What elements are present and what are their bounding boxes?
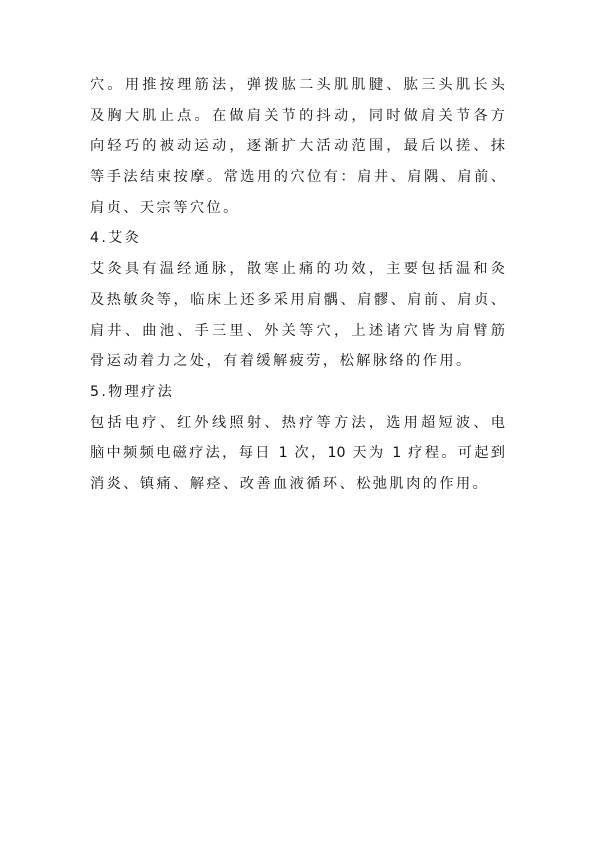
text-line: 艾灸具有温经通脉，散寒止痛的功效，主要包括温和灸 [90, 261, 505, 278]
text-line: 向轻巧的被动运动，逐渐扩大活动范围，最后以搓、抹 [90, 138, 505, 155]
section-heading-moxibustion: 4.艾灸 [90, 230, 142, 247]
paragraph-moxibustion [90, 254, 505, 377]
text-line: 肩贞、天宗等穴位。 [90, 199, 240, 216]
text-line: 肩井、曲池、手三里、外关等穴，上述诸穴皆为肩臂筋 [90, 322, 505, 339]
text-line: 消炎、镇痛、解痉、改善血液循环、松弛肌肉的作用。 [90, 475, 490, 492]
text-line: 等手法结束按摩。常选用的穴位有：肩井、肩隅、肩前、 [90, 169, 505, 186]
text-line: 及胸大肌止点。在做肩关节的抖动，同时做肩关节各方 [90, 107, 505, 124]
text-line: 包括电疗、红外线照射、热疗等方法，选用超短波、电 [90, 414, 505, 431]
text-line: 脑中频频电磁疗法，每日 1 次，10 天为 1 疗程。可起到 [90, 445, 505, 462]
text-line: 骨运动着力之处，有着缓解疲劳，松解脉络的作用。 [90, 353, 473, 370]
paragraph-massage [90, 70, 505, 223]
text-line: 穴。用推按理筋法，弹拨肱二头肌肌腱、肱三头肌长头 [90, 77, 505, 93]
document-body [90, 70, 505, 500]
text-line: 及热敏灸等，临床上还多采用肩髃、肩髎、肩前、肩贞、 [90, 291, 505, 308]
section-heading-physiotherapy: 5.物理疗法 [90, 383, 175, 400]
paragraph-physiotherapy [90, 408, 505, 500]
